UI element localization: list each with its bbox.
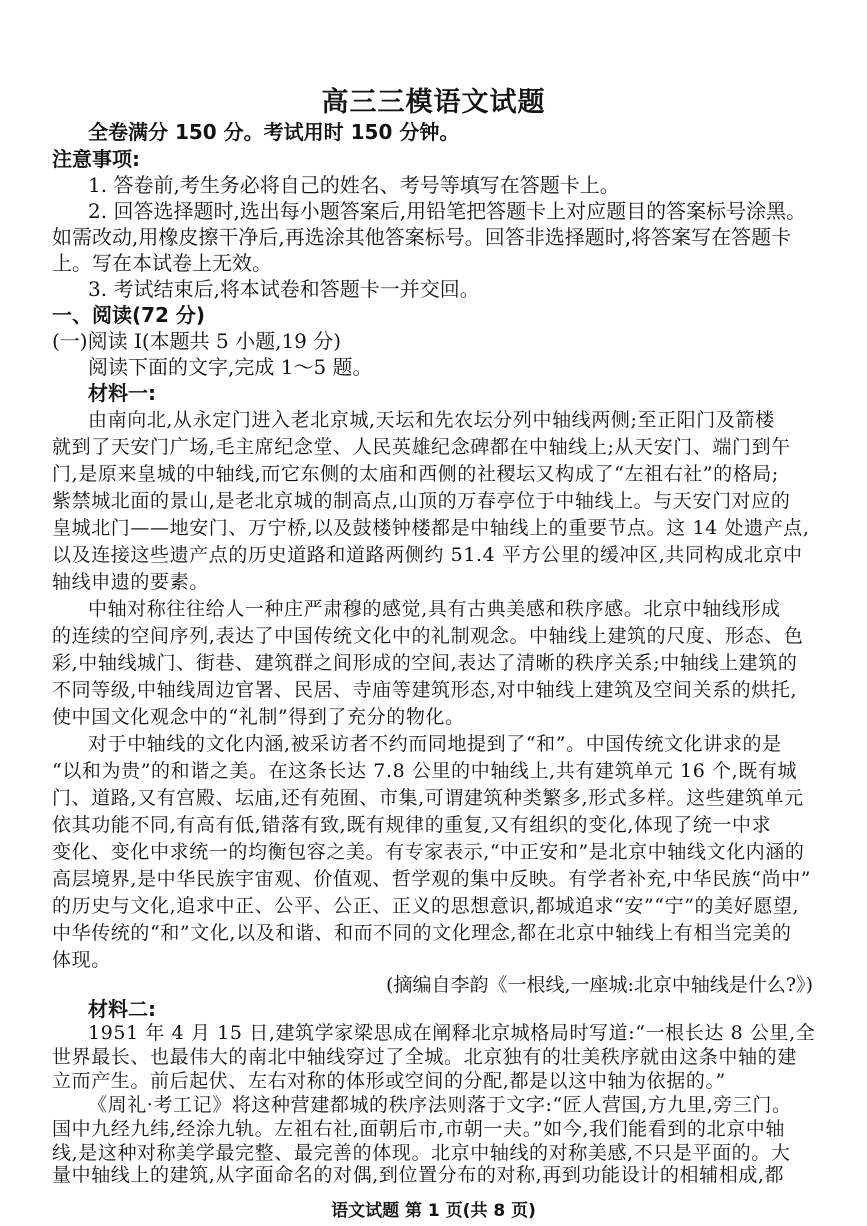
material2-line: 《周礼·考工记》将这种营建都城的秩序法则落于文字:“匠人营国,方九里,旁三门。	[88, 1094, 792, 1116]
material2-line: 国中九经九纬,经涂九轨。左祖右社,面朝后市,市朝一夫。”如今,我们能看到的北京中轴	[52, 1118, 785, 1140]
material1-line: 变化、变化中求统一的均衡包容之美。有专家表示,“中正安和”是北京中轴线文化内涵的	[52, 841, 805, 863]
notice-item: 1. 答卷前,考生务必将自己的姓名、考号等填写在答题卡上。	[88, 173, 620, 197]
page-title: 高三三模语文试题	[321, 87, 546, 118]
material1-label: 材料一:	[88, 381, 156, 405]
material1-line: 中华传统的“和”文化,以及和谐、和而不同的文化理念,都在北京中轴线上有相当完美的	[52, 922, 792, 944]
material1-line: 由南向北,从永定门进入老北京城,天坛和先农坛分列中轴线两侧;至正阳门及箭楼	[88, 409, 775, 431]
material1-line: 轴线申遗的要素。	[52, 571, 209, 593]
material1-line: 依其功能不同,有高有低,错落有致,既有规律的重复,又有组织的变化,体现了统一中求	[52, 814, 772, 836]
material1-line: 高层境界,是中华民族宇宙观、价值观、哲学观的集中反映。有学者补充,中华民族“尚中”	[52, 868, 812, 890]
section-heading: 一、阅读(72 分)	[52, 303, 206, 327]
material2-line: 量中轴线上的建筑,从字面命名的对偶,到位置分布的对称,再到功能设计的相辅相成,都	[52, 1164, 785, 1186]
notice-item: 上。写在本试卷上无效。	[52, 251, 272, 275]
page-footer: 语文试题 第 1 页(共 8 页)	[331, 1201, 536, 1221]
material1-line: 不同等级,中轴线周边官署、民居、寺庙等建筑形态,对中轴线上建筑及空间关系的烘托,	[52, 679, 798, 701]
material1-line: 门、道路,又有宫殿、坛庙,还有苑囿、市集,可谓建筑种类繁多,形式多样。这些建筑单元	[52, 787, 804, 809]
notice-item: 2. 回答选择题时,选出每小题答案后,用铅笔把答题卡上对应题目的答案标号涂黑。	[88, 199, 807, 223]
material1-line: “以和为贵”的和谐之美。在这条长达 7.8 公里的中轴线上,共有建筑单元 16 个,既有城	[52, 760, 798, 782]
material1-line: 的历史与文化,追求中正、公平、公正、正义的思想意识,都城追求“安”“宁”的美好愿望,	[52, 895, 800, 917]
material1-line: 中轴对称往往给人一种庄严肃穆的感觉,具有古典美感和秩序感。北京中轴线形成	[88, 598, 781, 620]
material1-line: 的连续的空间序列,表达了中国传统文化中的礼制观念。中轴线上建筑的尺度、形态、色	[52, 625, 804, 647]
material1-source: (摘编自李韵《一根线,一座城:北京中轴线是什么?》)	[386, 974, 813, 996]
material2-line: 线,是这种对称美学最完整、最完善的体现。北京中轴线的对称美感,不只是平面的。大	[52, 1142, 791, 1164]
score-info: 全卷满分 150 分。考试用时 150 分钟。	[88, 120, 460, 144]
material2-line: 1951 年 4 月 15 日,建筑学家梁思成在阐释北京城格局时写道:“一根长达 8 公里,全	[88, 1022, 816, 1044]
material1-line: 彩,中轴线城门、街巷、建筑群之间形成的空间,表达了清晰的秩序关系;中轴线上建筑的	[52, 652, 798, 674]
material1-line: 紫禁城北面的景山,是老北京城的制高点,山顶的万春亭位于中轴线上。与天安门对应的	[52, 490, 791, 512]
material1-line: 门,是原来皇城的中轴线,而它东侧的太庙和西侧的社稷坛又构成了“左祖右社”的格局;	[52, 463, 779, 485]
sub-section-heading: (一)阅读 I(本题共 5 小题,19 分)	[52, 329, 342, 353]
material1-line: 使中国文化观念中的“礼制”得到了充分的物化。	[52, 706, 465, 728]
material1-line: 就到了天安门广场,毛主席纪念堂、人民英雄纪念碑都在中轴线上;从天安门、端门到午	[52, 436, 791, 458]
material2-label: 材料二:	[88, 997, 156, 1021]
reading-instruction: 阅读下面的文字,完成 1～5 题。	[88, 355, 373, 379]
notice-item: 如需改动,用橡皮擦干净后,再选涂其他答案标号。回答非选择题时,将答案写在答题卡	[52, 225, 792, 249]
material1-line: 体现。	[52, 949, 111, 971]
material1-line: 以及连接这些遗产点的历史道路和道路两侧约 51.4 平方公里的缓冲区,共同构成北京中	[52, 544, 803, 566]
material2-line: 立而产生。前后起伏、左右对称的体形或空间的分配,都是以这中轴为依据的。”	[52, 1070, 726, 1092]
notice-heading: 注意事项:	[52, 147, 140, 171]
material1-line: 皇城北门——地安门、万宁桥,以及鼓楼钟楼都是中轴线上的重要节点。这 14 处遗产点,	[52, 517, 810, 539]
material2-line: 世界最长、也最伟大的南北中轴线穿过了全城。北京独有的壮美秩序就由这条中轴的建	[52, 1046, 797, 1068]
material1-line: 对于中轴线的文化内涵,被采访者不约而同地提到了“和”。中国传统文化讲求的是	[88, 733, 782, 755]
notice-item: 3. 考试结束后,将本试卷和答题卡一并交回。	[88, 277, 480, 301]
